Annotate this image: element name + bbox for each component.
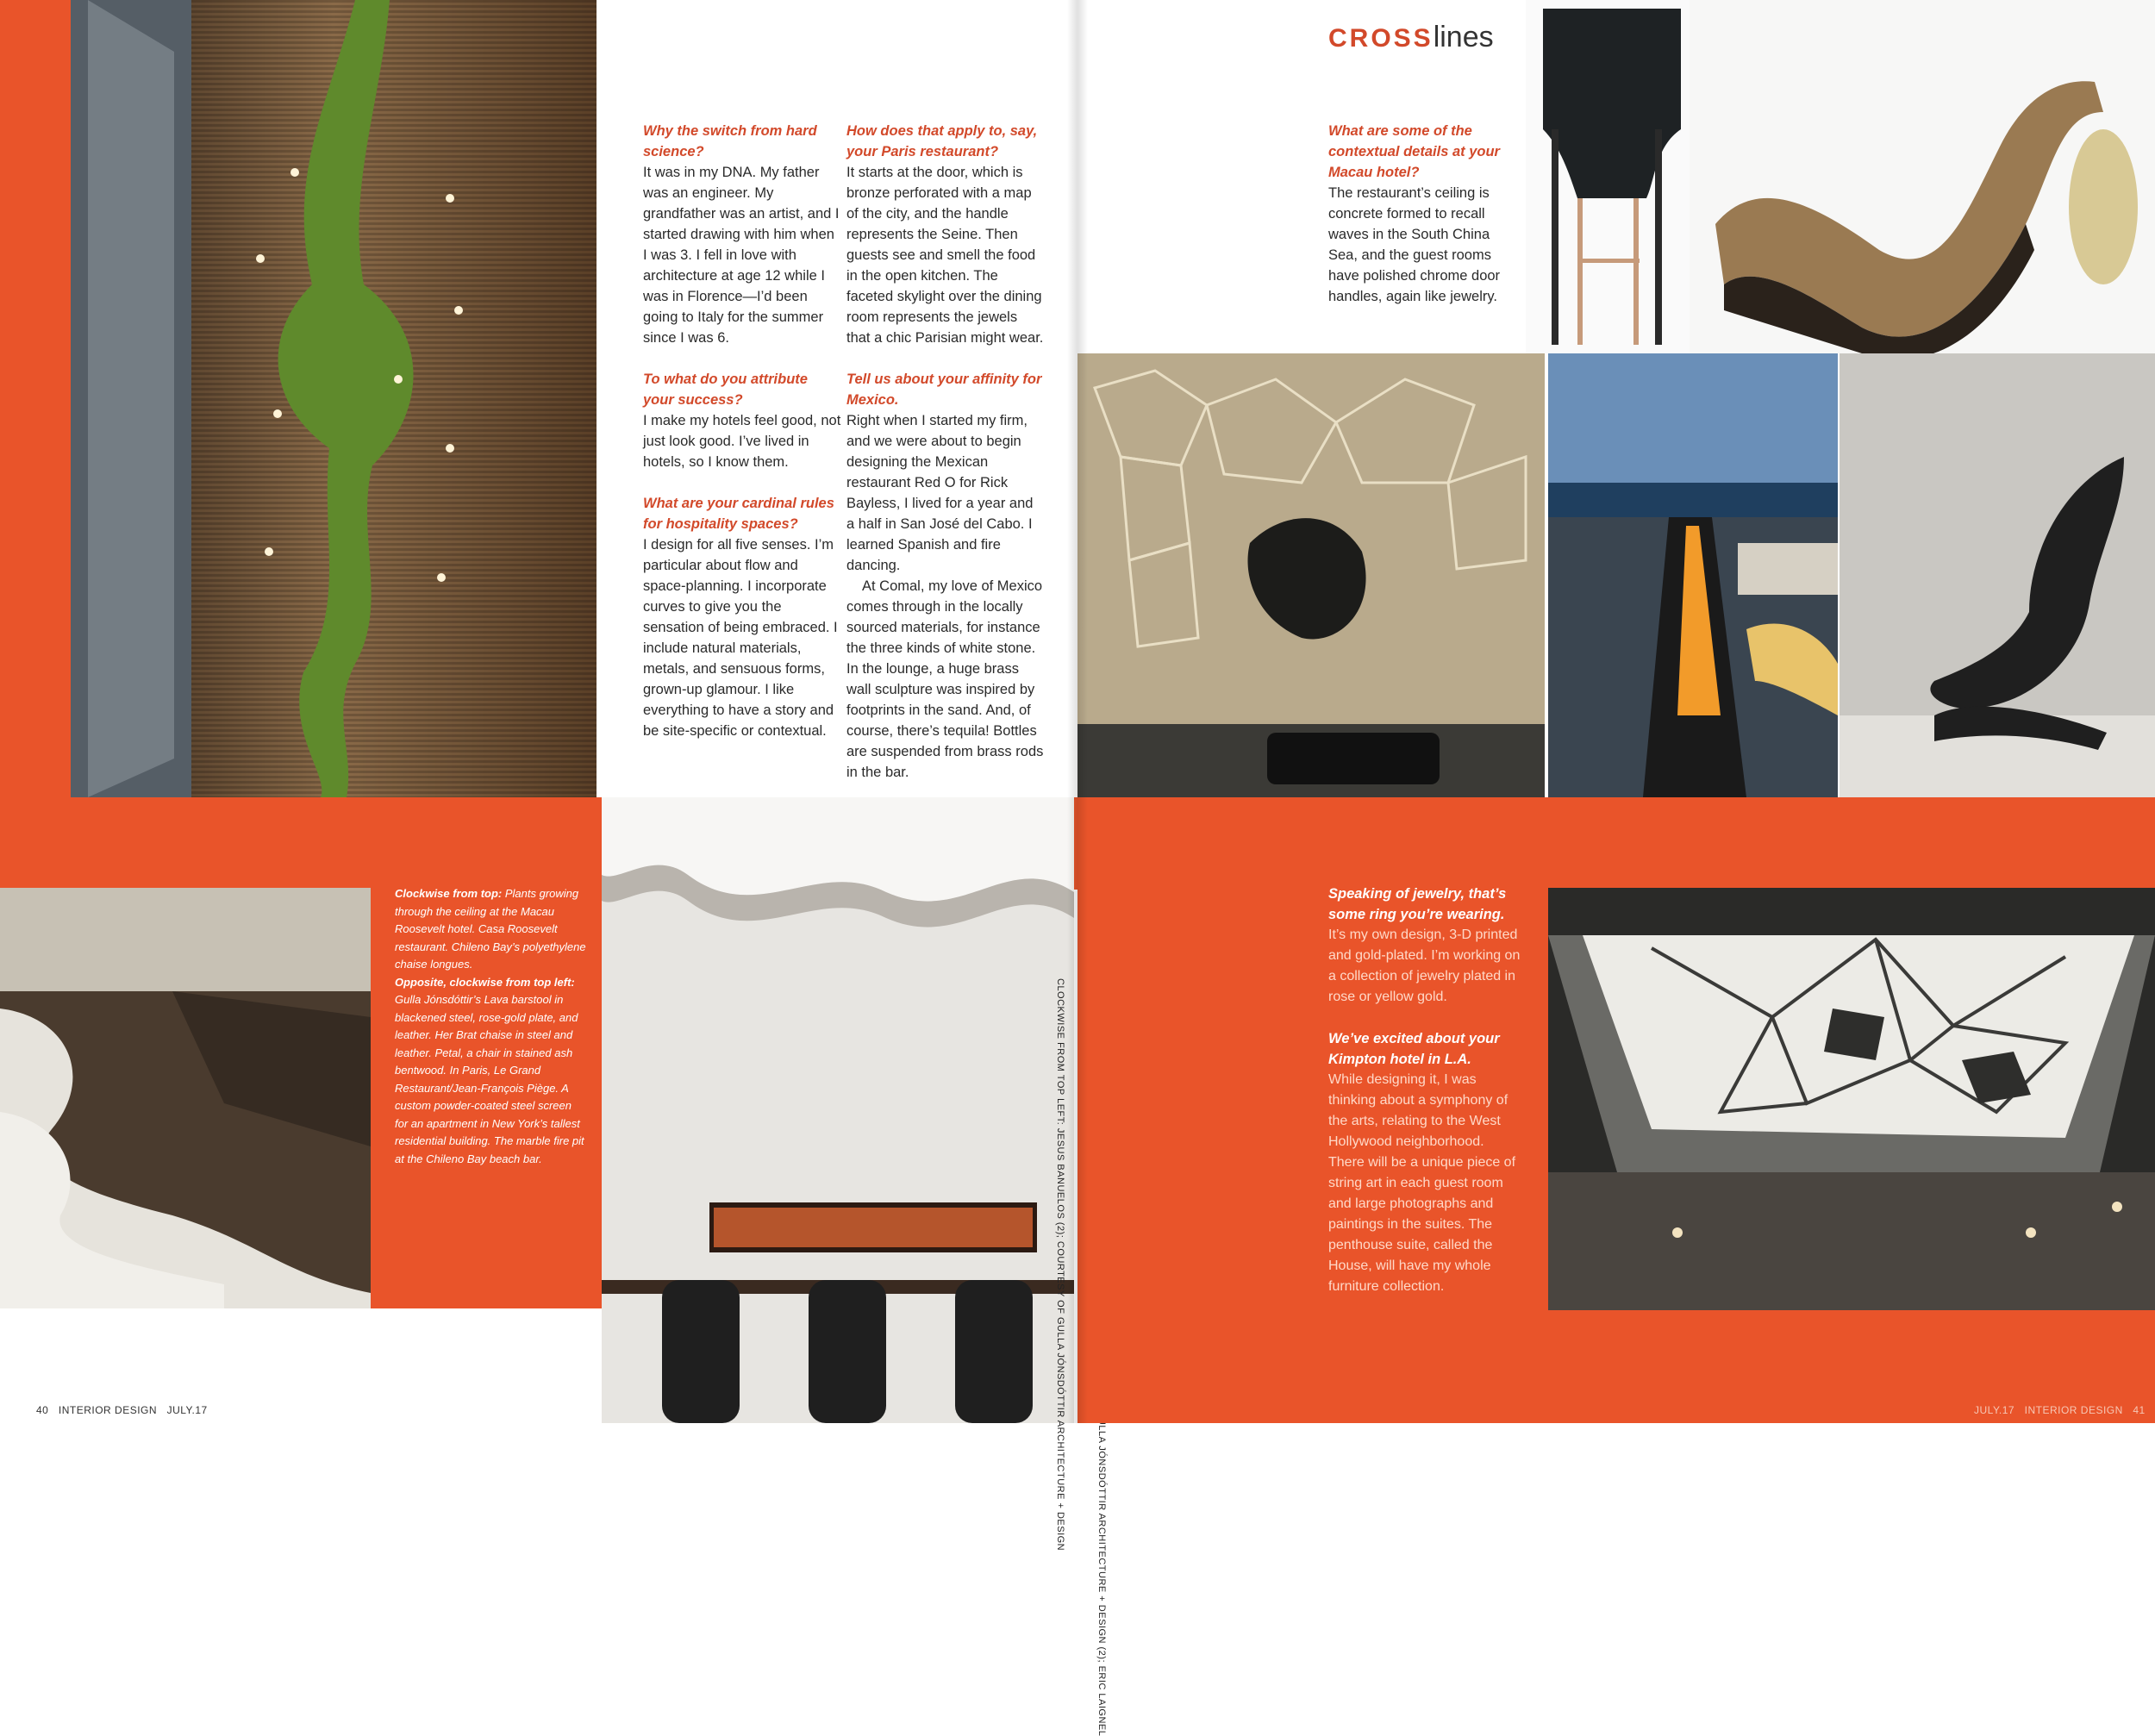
- photo-le-grand-restaurant-skylight: [1548, 888, 2155, 1310]
- answer-paris-restaurant: It starts at the door, which is bronze perforated with a map of the city, and the handle represents the Seine. Then guests see and smell the food in the open kitchen. The faceted skylight over the dining room represents the jewels that a chic Parisian might wear.: [846, 165, 1044, 346]
- footer-right: [1974, 1404, 2146, 1416]
- section-title-crosslines: [1328, 21, 1494, 54]
- photo-brat-chaise: [1690, 0, 2155, 353]
- footer-right-magazine: INTERIOR DESIGN: [2024, 1404, 2123, 1416]
- caption-lead-2: Opposite, clockwise from top left:: [395, 975, 575, 989]
- right-side-text: [1328, 884, 1522, 1318]
- question-paris-restaurant: How does that apply to, say, your Paris restaurant?: [846, 123, 1038, 159]
- answer-hard-science: It was in my DNA. My father was an engineer. My grandfather was an artist, and I started drawing with him when I was 3. I fell in love with architecture at age 12 while I was in Florence—I’d been going to Italy for the summer since I was 6.: [643, 165, 840, 346]
- photo-chileno-bay-chaises: [0, 888, 371, 1308]
- question-kimpton-hotel: We’ve excited about your Kimpton hotel in L.A.: [1328, 1031, 1500, 1067]
- footer-left-page-number: 40: [36, 1404, 49, 1416]
- question-hard-science: Why the switch from hard science?: [643, 123, 817, 159]
- section-title-lines: lines: [1433, 21, 1494, 53]
- photo-macau-ceiling-plants: [71, 0, 597, 797]
- answer-kimpton-hotel: While designing it, I was thinking about a symphony of the arts, relating to the West Hollywood neighborhood. There will be a unique piece of string art in each guest room and large photographs and paintings in the suites. The penthouse suite, called the House, will have my whole furniture collection.: [1328, 1072, 1516, 1294]
- answer-ring: It’s my own design, 3-D printed and gold-plated. I’m working on a collection of jewelry plated in rose or yellow gold.: [1328, 927, 1521, 1004]
- answer-success: I make my hotels feel good, not just look good. I’ve lived in hotels, so I know them.: [643, 413, 841, 470]
- photo-lava-barstool: [1526, 0, 1690, 353]
- answer-mexico: Right when I started my firm, and we were about to begin designing the Mexican restaurant Red O for Rick Bayless, I lived for a year and a half in San José del Cabo. I learned Spanish and fire dancing.: [846, 413, 1034, 573]
- answer-macau-details: The restaurant’s ceiling is concrete formed to recall waves in the South China Sea, and the guest rooms have polished chrome door handles, again like jewelry.: [1328, 185, 1501, 304]
- footer-right-date: JULY.17: [1974, 1404, 2015, 1416]
- left-text-column-1: [643, 121, 841, 762]
- photo-petal-chair: [1840, 353, 2155, 797]
- caption-text-2: Gulla Jónsdóttir’s Lava barstool in blackened steel, rose-gold plate, and leather. Her Brat chaise in steel and leather. Petal, a chair in stained ash bentwood. In Paris, Le Grand Restaurant/Jean-François Piège. A custom powder-coated steel screen for an apartment in New York’s tallest residential building. The marble fire pit at the Chileno Bay beach bar.: [395, 993, 584, 1165]
- footer-left: [36, 1404, 208, 1416]
- answer-cardinal-rules: I design for all five senses. I’m particular about flow and space-planning. I incorporate curves to give you the sensation of being embraced. I include natural materials, metals, and sensuous forms, grown-up glamour. I like everything to have a story and be site-specific or contextual.: [643, 537, 838, 739]
- photo-casa-roosevelt-restaurant: [602, 797, 1074, 1423]
- photo-credit-line-1: CLOCKWISE FROM TOP LEFT: JESUS BANUELOS (2); COURTESY OF GULLA JÓNSDÓTTIR ARCHITECTURE + DESIGN: [1055, 978, 1065, 1552]
- caption-lead-1: Clockwise from top:: [395, 887, 503, 900]
- photo-steel-screen: [1078, 353, 1545, 797]
- page-gutter: [1067, 0, 1088, 1423]
- question-mexico: Tell us about your affinity for Mexico.: [846, 372, 1042, 408]
- caption-text-1: Plants growing through the ceiling at the Macau Roosevelt hotel. Casa Roosevelt restaurant. Chileno Bay’s polyethylene chaise longues.: [395, 887, 586, 971]
- left-text-column-2: [846, 121, 1045, 803]
- question-macau-details: What are some of the contextual details at your Macau hotel?: [1328, 123, 1500, 180]
- section-title-cross: CROSS: [1328, 24, 1434, 53]
- orange-left-strip: [0, 0, 71, 797]
- photo-fire-pit: [1548, 353, 1838, 797]
- question-success: To what do you attribute your success?: [643, 372, 808, 408]
- photo-caption: [395, 885, 586, 1168]
- footer-left-magazine: INTERIOR DESIGN: [58, 1404, 158, 1416]
- answer-mexico-comal: At Comal, my love of Mexico comes through in the locally sourced materials, for instance the three kinds of white stone. In the lounge, a huge brass wall sculpture was inspired by footprints in the sand. And, of course, there’s tequila! Bottles are suspended from brass rods in the bar.: [846, 578, 1044, 780]
- question-cardinal-rules: What are your cardinal rules for hospitality spaces?: [643, 496, 834, 532]
- right-top-text: [1328, 121, 1522, 328]
- footer-left-date: JULY.17: [166, 1404, 208, 1416]
- question-ring: Speaking of jewelry, that’s some ring you’re wearing.: [1328, 886, 1507, 922]
- footer-right-page-number: 41: [2133, 1404, 2146, 1416]
